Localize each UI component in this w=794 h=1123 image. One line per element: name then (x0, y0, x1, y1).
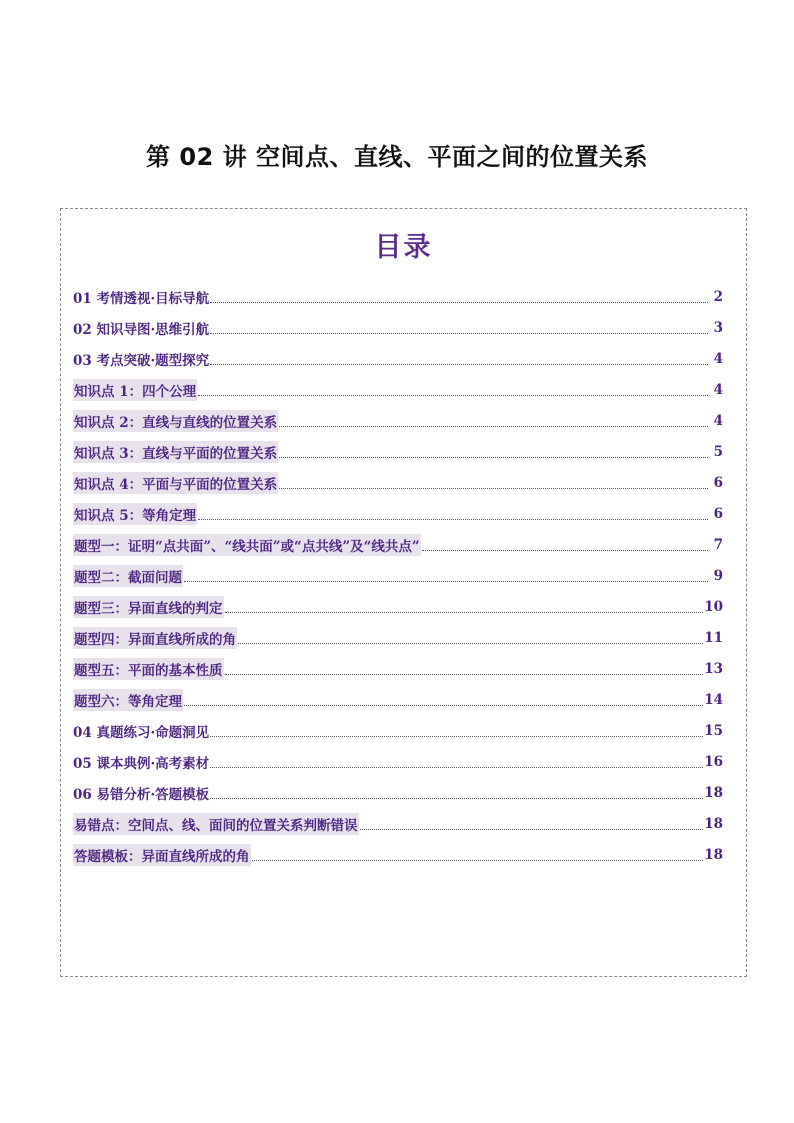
toc-entry[interactable] (73, 715, 723, 746)
toc-entry-page: 13 (704, 660, 723, 677)
toc-entry[interactable] (73, 467, 723, 498)
toc-entry-label[interactable]: 知识点 3：直线与平面的位置关系 (73, 441, 278, 463)
toc-entry-page: 9 (713, 567, 723, 584)
toc-entry[interactable] (73, 839, 723, 870)
toc-leader-dots (210, 735, 703, 737)
toc-entry[interactable] (73, 560, 723, 591)
toc-entry-label[interactable]: 易错点：空间点、线、面间的位置关系判断错误 (73, 813, 359, 835)
toc-leader-dots (252, 859, 704, 861)
toc-entry-page: 4 (713, 381, 723, 398)
toc-entry-label[interactable]: 题型五：平面的基本性质 (73, 658, 224, 680)
toc-entry[interactable] (73, 591, 723, 622)
toc-leader-dots (210, 332, 708, 334)
toc-leader-dots (225, 673, 704, 675)
toc-list (73, 281, 723, 870)
toc-leader-dots (210, 301, 708, 303)
toc-entry-label[interactable]: 答题模板：异面直线所成的角 (73, 844, 251, 866)
toc-entry-page: 6 (713, 505, 723, 522)
toc-entry-page: 11 (704, 629, 723, 646)
toc-entry[interactable] (73, 653, 723, 684)
toc-entry[interactable] (73, 374, 723, 405)
toc-entry-label[interactable]: 02 知识导图·思维引航 (73, 321, 210, 338)
toc-leader-dots (210, 363, 708, 365)
toc-entry-page: 2 (713, 288, 723, 305)
toc-entry[interactable] (73, 405, 723, 436)
toc-entry[interactable] (73, 622, 723, 653)
toc-entry[interactable] (73, 684, 723, 715)
toc-leader-dots (422, 549, 708, 551)
toc-entry-page: 4 (713, 350, 723, 367)
toc-entry-label[interactable]: 05 课本典例·高考素材 (73, 755, 210, 772)
toc-leader-dots (279, 487, 708, 489)
toc-entry-page: 7 (713, 536, 723, 553)
toc-entry-label[interactable]: 01 考情透视·目标导航 (73, 290, 210, 307)
toc-entry-label[interactable]: 知识点 1：四个公理 (73, 379, 197, 401)
toc-leader-dots (198, 394, 708, 396)
toc-entry-label[interactable]: 题型一：证明“点共面”、“线共面”或“点共线”及“线共点” (73, 534, 421, 556)
toc-entry-label[interactable]: 题型四：异面直线所成的角 (73, 627, 237, 649)
toc-entry[interactable] (73, 281, 723, 312)
toc-leader-dots (184, 580, 708, 582)
toc-entry-label[interactable]: 题型二：截面问题 (73, 565, 183, 587)
page-title: 第 02 讲 空间点、直线、平面之间的位置关系 (146, 143, 648, 171)
toc-entry-page: 16 (704, 753, 723, 770)
toc-entry-page: 6 (713, 474, 723, 491)
toc-entry-page: 15 (704, 722, 723, 739)
toc-entry-page: 18 (704, 846, 723, 863)
toc-entry[interactable] (73, 777, 723, 808)
toc-entry-label[interactable]: 知识点 5：等角定理 (73, 503, 197, 525)
toc-leader-dots (210, 766, 703, 768)
toc-entry-label[interactable]: 06 易错分析·答题模板 (73, 786, 210, 803)
toc-entry-label[interactable]: 知识点 4：平面与平面的位置关系 (73, 472, 278, 494)
toc-entry-page: 3 (713, 319, 723, 336)
toc-leader-dots (279, 456, 708, 458)
toc-entry[interactable] (73, 436, 723, 467)
toc-entry-page: 18 (704, 815, 723, 832)
toc-leader-dots (238, 642, 703, 644)
toc-entry[interactable] (73, 808, 723, 839)
toc-entry-page: 14 (704, 691, 723, 708)
toc-entry-label[interactable]: 03 考点突破·题型探究 (73, 352, 210, 369)
toc-entry[interactable] (73, 312, 723, 343)
toc-entry-page: 5 (713, 443, 723, 460)
toc-entry-page: 10 (704, 598, 723, 615)
toc-entry-page: 4 (713, 412, 723, 429)
toc-leader-dots (279, 425, 708, 427)
toc-entry-label[interactable]: 题型六：等角定理 (73, 689, 183, 711)
toc-entry-label[interactable]: 题型三：异面直线的判定 (73, 596, 224, 618)
toc-entry-label[interactable]: 04 真题练习·命题洞见 (73, 724, 210, 741)
toc-container (60, 208, 747, 977)
toc-leader-dots (198, 518, 708, 520)
toc-entry-label[interactable]: 知识点 2：直线与直线的位置关系 (73, 410, 278, 432)
toc-entry[interactable] (73, 746, 723, 777)
toc-entry[interactable] (73, 343, 723, 374)
toc-entry[interactable] (73, 529, 723, 560)
toc-leader-dots (360, 828, 704, 830)
toc-entry[interactable] (73, 498, 723, 529)
toc-heading: 目录 (374, 232, 433, 263)
toc-leader-dots (210, 797, 703, 799)
toc-leader-dots (184, 704, 703, 706)
toc-leader-dots (225, 611, 704, 613)
toc-entry-page: 18 (704, 784, 723, 801)
